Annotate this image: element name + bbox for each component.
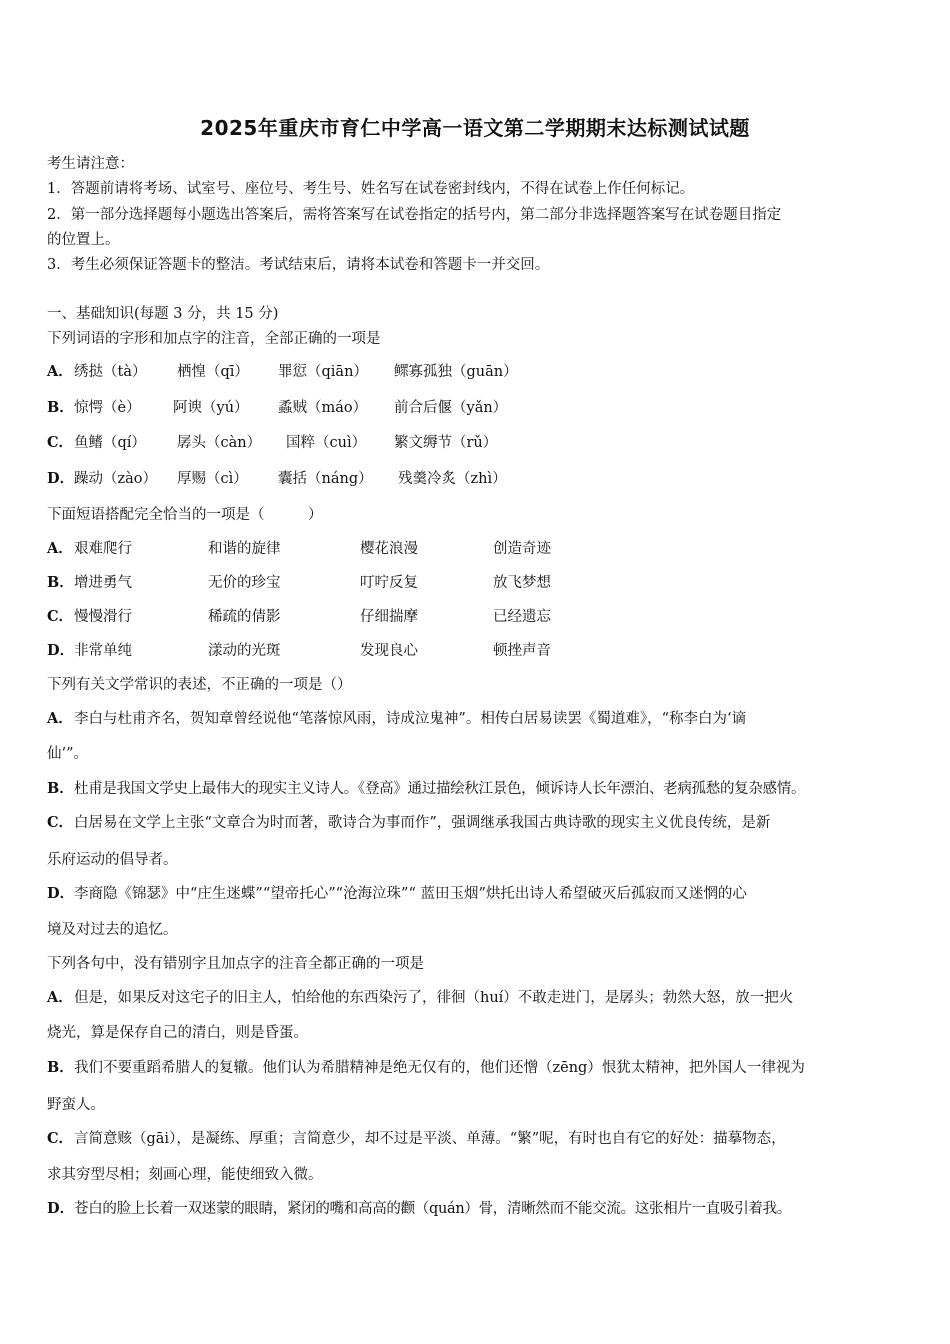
option-label: A． [47, 363, 73, 380]
question-stem: 下列有关文学常识的表述，不正确的一项是（） [47, 677, 352, 693]
section-header: 一、基础知识(每题 3 分，共 15 分) [47, 306, 279, 322]
notice-item: 1．答题前请将考场、试室号、座位号、考生号、姓名写在试卷密封线内，不得在试卷上作任何标记。 [47, 181, 695, 197]
option-label: B． [47, 574, 74, 591]
question-stem: 下面短语搭配完全恰当的一项是（ ） [47, 507, 323, 523]
option-label: A． [47, 540, 73, 557]
option-text: 苍白的脸上长着一双迷蒙的眼睛，紧闭的嘴和高高的颧（quán）骨，清晰然而不能交流。这张相片一直吸引着我。 [74, 1201, 792, 1217]
option-item: 顿挫声音 [493, 643, 551, 659]
option-label: A． [47, 989, 73, 1006]
notice-item: 2．第一部分选择题每小题选出答案后，需将答案写在试卷指定的括号内，第二部分非选择题答案写在试卷题目指定 [47, 207, 782, 223]
option-text: 仙’”。 [47, 746, 89, 762]
option-label: D． [47, 885, 75, 902]
option-item: 残羹冷炙（zhì） [398, 471, 507, 487]
option-item: 阿谀（yú） [173, 400, 249, 416]
option-item: 栖惶（qī） [177, 364, 249, 380]
option-item: 国粹（cuì） [286, 435, 367, 451]
option-label: D． [47, 1200, 75, 1217]
option-item: 罪愆（qiān） [278, 364, 368, 380]
option-item: 绣挞（tà） [74, 364, 147, 380]
option-text: 但是，如果反对这宅子的旧主人，怕给他的东西染污了，徘徊（huí）不敢走进门，是孱头；勃然大怒，放一把火 [74, 990, 794, 1006]
option-text: 杜甫是我国文学史上最伟大的现实主义诗人。《登高》通过描绘秋江景色，倾诉诗人长年漂泊、老病孤愁的复杂感情。 [74, 781, 806, 797]
option-item: 非常单纯 [74, 643, 132, 659]
option-item: 漾动的光斑 [208, 643, 281, 659]
question-stem: 下列词语的字形和加点字的注音，全部正确的一项是 [47, 331, 381, 347]
option-label: B． [47, 780, 74, 797]
option-label: A． [47, 710, 73, 727]
option-item: 慢慢滑行 [74, 609, 132, 625]
option-label: B． [47, 399, 74, 416]
option-item: 躁动（zào） [74, 471, 158, 487]
option-text: 我们不要重蹈希腊人的复辙。他们认为希腊精神是绝无仅有的，他们还憎（zēng）恨犹太精神，把外国人一律视为 [74, 1060, 805, 1076]
option-label: D． [47, 470, 75, 487]
option-text: 李商隐《锦瑟》中“庄生迷蝶”“望帝托心”“沧海泣珠”“ 蓝田玉烟”烘托出诗人希望破灭后孤寂而又迷惘的心 [74, 886, 747, 902]
option-item: 厚赐（cì） [177, 471, 248, 487]
option-text: 境及对过去的追忆。 [47, 922, 178, 938]
option-label: C． [47, 1130, 74, 1147]
option-text: 言简意赅（gāi），是凝练、厚重；言简意少，却不过是平淡、单薄。“繁”呢，有时也自有它的好处：描摹物态， [74, 1131, 786, 1147]
option-item: 和谐的旋律 [208, 541, 281, 557]
option-label: D． [47, 642, 75, 659]
option-item: 仔细揣摩 [360, 609, 418, 625]
option-item: 惊愕（è） [74, 400, 141, 416]
option-item: 增进勇气 [74, 575, 132, 591]
option-text: 白居易在文学上主张“文章合为时而著，歌诗合为事而作”，强调继承我国古典诗歌的现实主义优良传统，是新 [74, 815, 771, 831]
option-item: 已经遗忘 [493, 609, 551, 625]
option-item: 创造奇迹 [493, 541, 551, 557]
option-label: C． [47, 434, 74, 451]
notice-item: 的位置上。 [47, 232, 120, 248]
option-item: 发现良心 [360, 643, 418, 659]
option-text: 烧光，算是保存自己的清白，则是昏蛋。 [47, 1025, 308, 1041]
option-item: 鱼鳍（qí） [74, 435, 146, 451]
option-label: C． [47, 608, 74, 625]
question-stem: 下列各句中，没有错别字且加点字的注音全都正确的一项是 [47, 956, 424, 972]
option-item: 囊括（náng） [278, 471, 373, 487]
option-item: 放飞梦想 [493, 575, 551, 591]
notice-header: 考生请注意： [47, 156, 134, 172]
option-item: 前合后偃（yǎn） [394, 400, 508, 416]
option-item: 艰难爬行 [74, 541, 132, 557]
option-item: 无价的珍宝 [208, 575, 281, 591]
option-item: 孱头（càn） [177, 435, 262, 451]
option-text: 李白与杜甫齐名，贺知章曾经说他“笔落惊风雨，诗成泣鬼神”。相传白居易读罢《蜀道难》，“称李白为‘谪 [74, 711, 747, 727]
option-text: 求其穷型尽相；刻画心理，能使细致入微。 [47, 1167, 323, 1183]
option-item: 叮咛反复 [360, 575, 418, 591]
option-item: 繁文缛节（rǔ） [394, 435, 498, 451]
option-label: C． [47, 814, 74, 831]
option-item: 蟊贼（máo） [278, 400, 368, 416]
option-label: B． [47, 1059, 74, 1076]
notice-item: 3．考生必须保证答题卡的整洁。考试结束后，请将本试卷和答题卡一并交回。 [47, 257, 550, 273]
option-item: 鳏寡孤独（guān） [394, 364, 518, 380]
option-text: 乐府运动的倡导者。 [47, 852, 178, 868]
page-title: 2025年重庆市育仁中学高一语文第二学期期末达标测试试题 [200, 116, 750, 140]
option-text: 野蛮人。 [47, 1097, 105, 1113]
option-item: 稀疏的倩影 [208, 609, 281, 625]
option-item: 樱花浪漫 [360, 541, 418, 557]
